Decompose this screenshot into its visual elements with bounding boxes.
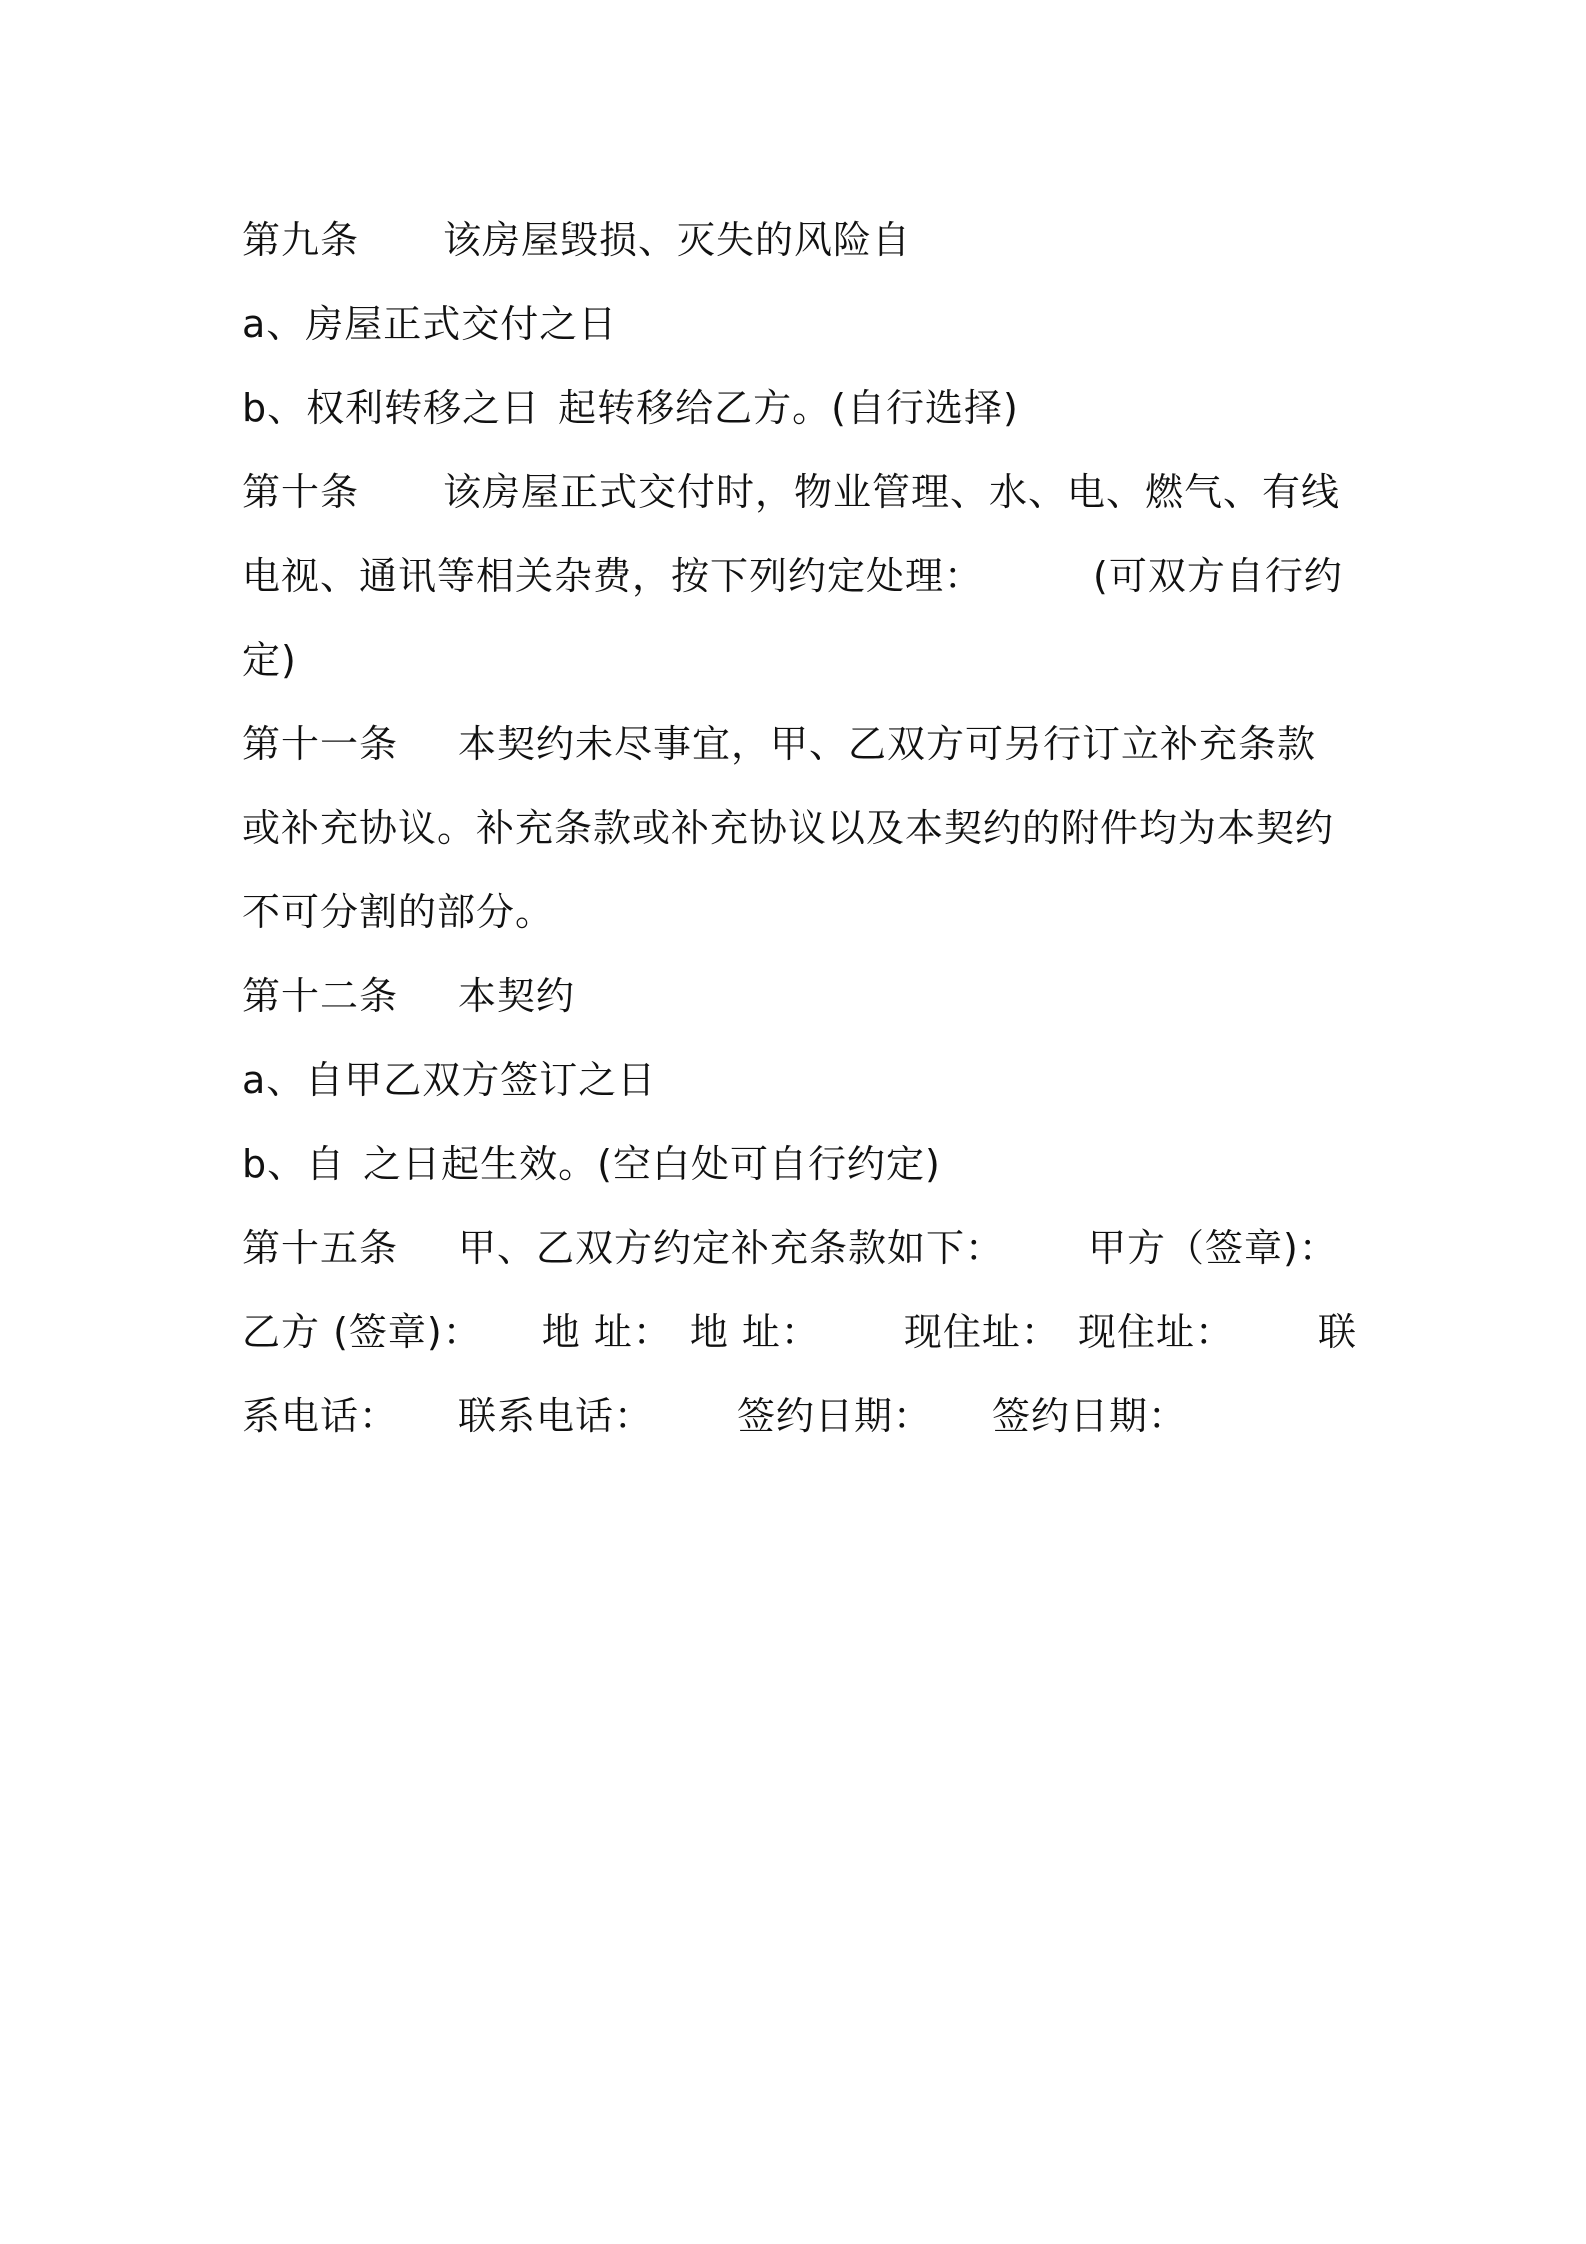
article-text: 不可分割的部分。 bbox=[242, 890, 555, 934]
party-b-signature-label: 乙方 (签章)： bbox=[242, 1310, 482, 1354]
article-10-heading bbox=[242, 450, 1362, 534]
article-note: (可双方自行约 bbox=[1093, 554, 1343, 598]
residence-label-b: 现住址： bbox=[1077, 1310, 1234, 1354]
party-a-signature-label: 甲方（签章)： bbox=[1088, 1226, 1338, 1270]
article-11-heading bbox=[242, 702, 1362, 786]
article-9-option-a bbox=[242, 282, 1362, 366]
article-text: 或补充协议。补充条款或补充协议以及本契约的附件均为本契约 bbox=[242, 806, 1335, 850]
sign-date-label-b: 签约日期： bbox=[992, 1394, 1188, 1438]
article-11-line-2 bbox=[242, 786, 1362, 870]
sign-date-label-a: 签约日期： bbox=[737, 1394, 933, 1438]
option-text: b、自 bbox=[242, 1142, 346, 1186]
article-11-line-3 bbox=[242, 870, 1362, 954]
article-10-line-3 bbox=[242, 618, 1362, 702]
signature-block-line-2 bbox=[242, 1374, 1362, 1458]
article-number: 第十一条 bbox=[242, 722, 399, 766]
option-text: b、权利转移之日 bbox=[242, 386, 541, 430]
article-12-option-b bbox=[242, 1122, 1362, 1206]
residence-label-a: 现住址： bbox=[903, 1310, 1060, 1354]
article-number: 第十二条 bbox=[242, 974, 399, 1018]
article-text: 本契约未尽事宜，甲、乙双方可另行订立补充条款 bbox=[458, 722, 1317, 766]
document-body bbox=[242, 198, 1362, 1458]
article-15-heading bbox=[242, 1206, 1362, 1290]
option-text: a、房屋正式交付之日 bbox=[242, 302, 618, 346]
article-10-line-2 bbox=[242, 534, 1362, 618]
article-text: 定) bbox=[242, 638, 297, 682]
article-12-option-a bbox=[242, 1038, 1362, 1122]
article-text: 该房屋毁损、灭失的风险自 bbox=[443, 218, 912, 262]
contact-label-end: 系电话： bbox=[242, 1394, 399, 1438]
contact-label-start: 联 bbox=[1317, 1310, 1357, 1354]
article-text: 甲、乙双方约定补充条款如下： bbox=[458, 1226, 1005, 1270]
option-text: a、自甲乙双方签订之日 bbox=[242, 1058, 657, 1102]
address-label-b: 地 址： bbox=[689, 1310, 820, 1354]
article-9-option-b bbox=[242, 366, 1362, 450]
option-text-cont: 之日起生效。(空白处可自行约定) bbox=[363, 1142, 941, 1186]
article-number: 第十条 bbox=[242, 470, 360, 514]
address-label-a: 地 址： bbox=[541, 1310, 672, 1354]
article-number: 第十五条 bbox=[242, 1226, 399, 1270]
article-9-heading bbox=[242, 198, 1362, 282]
contact-phone-label: 联系电话： bbox=[458, 1394, 654, 1438]
article-text: 该房屋正式交付时，物业管理、水、电、燃气、有线 bbox=[443, 470, 1341, 514]
article-number: 第九条 bbox=[242, 218, 360, 262]
article-text: 电视、通讯等相关杂费，按下列约定处理： bbox=[242, 554, 984, 598]
article-12-heading bbox=[242, 954, 1362, 1038]
option-text-cont: 起转移给乙方。(自行选择) bbox=[558, 386, 1019, 430]
article-text: 本契约 bbox=[458, 974, 576, 1018]
signature-block-line-1 bbox=[242, 1290, 1362, 1374]
